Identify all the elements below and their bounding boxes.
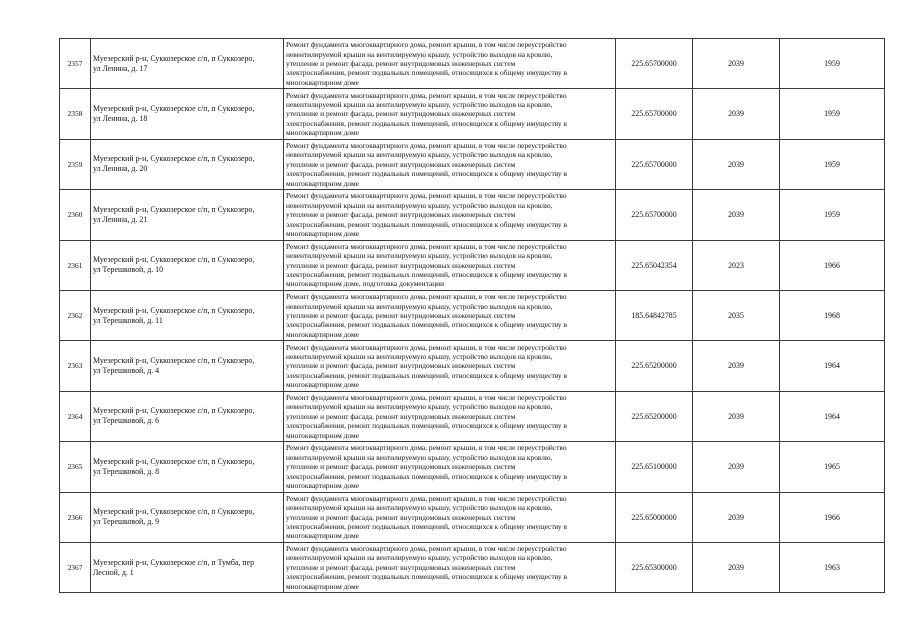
cost-cell: 225.65700000 — [616, 39, 693, 89]
address-text: Муезерский р-н, Суккозерское с/п, п Суккозеро, ул Ленина, д. 17 — [93, 53, 255, 73]
address-cell — [91, 341, 284, 391]
row-number: 2358 — [60, 89, 91, 139]
cost-cell: 225.65700000 — [616, 190, 693, 240]
row-number: 2363 — [60, 341, 91, 391]
works-cell — [284, 492, 616, 542]
works-text: Ремонт фундамента многоквартирного дома, ремонт крыши, в том числе переустройство невентилируемой крыши на вентилируемую крышу, устройство выходов на кровлю, утепление и ремонт фасада, ремонт внутридомовых инженерных систем электроснабжения, ремонт подвальных помещений, относящихся к общему имуществу в многоквартирном доме — [286, 342, 567, 390]
address-text: Муезерский р-н, Суккозерское с/п, п Суккозеро, ул Ленина, д. 18 — [93, 104, 255, 124]
address-text: Муезерский р-н, Суккозерское с/п, п Суккозеро, ул Терешковой, д. 6 — [93, 406, 255, 426]
table-row — [60, 190, 885, 240]
planned-year-cell: 2039 — [693, 442, 780, 492]
planned-year-cell: 2039 — [693, 341, 780, 391]
planned-year-cell: 2039 — [693, 139, 780, 189]
row-number: 2357 — [60, 39, 91, 89]
cost-cell: 225.65100000 — [616, 442, 693, 492]
cost-cell: 225.65700000 — [616, 139, 693, 189]
address-text: Муезерский р-н, Суккозерское с/п, п Суккозеро, ул Ленина, д. 20 — [93, 154, 255, 174]
table-row — [60, 442, 885, 492]
table-row — [60, 492, 885, 542]
built-year-cell: 1959 — [780, 139, 885, 189]
row-number: 2362 — [60, 290, 91, 340]
built-year-cell: 1966 — [780, 240, 885, 290]
address-text: Муезерский р-н, Суккозерское с/п, п Суккозеро, ул Терешковой, д. 4 — [93, 356, 255, 376]
address-cell — [91, 391, 284, 441]
works-text: Ремонт фундамента многоквартирного дома, ремонт крыши, в том числе переустройство невентилируемой крыши на вентилируемую крышу, устройство выходов на кровлю, утепление и ремонт фасада, ремонт внутридомовых инженерных систем электроснабжения, ремонт подвальных помещений, относящихся к общему имуществу в многоквартирном доме — [286, 40, 567, 87]
cost-cell: 225.65200000 — [616, 341, 693, 391]
planned-year-cell: 2035 — [693, 290, 780, 340]
table-row — [60, 341, 885, 391]
row-number: 2366 — [60, 492, 91, 542]
planned-year-cell: 2039 — [693, 492, 780, 542]
cost-cell: 225.65700000 — [616, 89, 693, 139]
table-row — [60, 240, 885, 290]
row-number: 2365 — [60, 442, 91, 492]
address-cell — [91, 139, 284, 189]
table-row — [60, 139, 885, 189]
works-cell — [284, 442, 616, 492]
works-text: Ремонт фундамента многоквартирного дома, ремонт крыши, в том числе переустройство невентилируемой крыши на вентилируемую крышу, устройство выходов на кровлю, утепление и ремонт фасада, ремонт внутридомовых инженерных систем электроснабжения, ремонт подвальных помещений, относящихся к общему имуществу в многоквартирном доме — [286, 140, 567, 188]
address-text: Муезерский р-н, Суккозерское с/п, п Тумба, пер Лесной, д. 1 — [93, 557, 255, 577]
planned-year-cell: 2039 — [693, 89, 780, 139]
works-text: Ремонт фундамента многоквартирного дома, ремонт крыши, в том числе переустройство невентилируемой крыши на вентилируемую крышу, устройство выходов на кровлю, утепление и ремонт фасада, ремонт внутридомовых инженерных систем электроснабжения, ремонт подвальных помещений, относящихся к общему имуществу в многоквартирном доме — [286, 392, 567, 440]
address-text: Муезерский р-н, Суккозерское с/п, п Суккозеро, ул Терешковой, д. 8 — [93, 456, 255, 476]
built-year-cell: 1959 — [780, 89, 885, 139]
address-cell — [91, 190, 284, 240]
row-number: 2359 — [60, 139, 91, 189]
built-year-cell: 1965 — [780, 442, 885, 492]
built-year-cell: 1964 — [780, 391, 885, 441]
table-row — [60, 89, 885, 139]
works-cell — [284, 89, 616, 139]
address-cell — [91, 39, 284, 89]
address-text: Муезерский р-н, Суккозерское с/п, п Суккозеро, ул Терешковой, д. 10 — [93, 255, 255, 275]
address-cell — [91, 240, 284, 290]
address-text: Муезерский р-н, Суккозерское с/п, п Суккозеро, ул Ленина, д. 21 — [93, 204, 255, 224]
row-number: 2360 — [60, 190, 91, 240]
works-cell — [284, 542, 616, 592]
table-row — [60, 542, 885, 592]
planned-year-cell: 2039 — [693, 190, 780, 240]
table-body — [60, 39, 885, 593]
works-text: Ремонт фундамента многоквартирного дома, ремонт крыши, в том числе переустройство невентилируемой крыши на вентилируемую крышу, устройство выходов на кровлю, утепление и ремонт фасада, ремонт внутридомовых инженерных систем электроснабжения, ремонт подвальных помещений, относящихся к общему имуществу в многоквартирном доме — [286, 292, 567, 339]
planned-year-cell: 2039 — [693, 542, 780, 592]
works-text: Ремонт фундамента многоквартирного дома, ремонт крыши, в том числе переустройство невентилируемой крыши на вентилируемую крышу, устройство выходов на кровлю, утепление и ремонт фасада, ремонт внутридомовых инженерных систем электроснабжения, ремонт подвальных помещений, относящихся к общему имуществу в многоквартирном доме — [286, 191, 567, 238]
built-year-cell: 1963 — [780, 542, 885, 592]
address-cell — [91, 89, 284, 139]
works-text: Ремонт фундамента многоквартирного дома, ремонт крыши, в том числе переустройство невентилируемой крыши на вентилируемую крышу, устройство выходов на кровлю, утепление и ремонт фасада, ремонт внутридомовых инженерных систем электроснабжения, ремонт подвальных помещений, относящихся к общему имуществу в многоквартирном доме, подготовка документации — [286, 241, 567, 289]
row-number: 2361 — [60, 240, 91, 290]
cost-cell: 185.64842785 — [616, 290, 693, 340]
cost-cell: 225.65300000 — [616, 542, 693, 592]
planned-year-cell: 2039 — [693, 39, 780, 89]
table-row — [60, 39, 885, 89]
address-cell — [91, 492, 284, 542]
works-text: Ремонт фундамента многоквартирного дома, ремонт крыши, в том числе переустройство невентилируемой крыши на вентилируемую крышу, устройство выходов на кровлю, утепление и ремонт фасада, ремонт внутридомовых инженерных систем электроснабжения, ремонт подвальных помещений, относящихся к общему имуществу в многоквартирном доме — [286, 544, 567, 591]
planned-year-cell: 2039 — [693, 391, 780, 441]
works-text: Ремонт фундамента многоквартирного дома, ремонт крыши, в том числе переустройство невентилируемой крыши на вентилируемую крышу, устройство выходов на кровлю, утепление и ремонт фасада, ремонт внутридомовых инженерных систем электроснабжения, ремонт подвальных помещений, относящихся к общему имуществу в многоквартирном доме — [286, 90, 567, 138]
cost-cell: 225.65042354 — [616, 240, 693, 290]
works-cell — [284, 240, 616, 290]
planned-year-cell: 2023 — [693, 240, 780, 290]
built-year-cell: 1968 — [780, 290, 885, 340]
cost-cell: 225.65200000 — [616, 391, 693, 441]
address-cell — [91, 442, 284, 492]
table-row — [60, 290, 885, 340]
works-cell — [284, 391, 616, 441]
works-text: Ремонт фундамента многоквартирного дома, ремонт крыши, в том числе переустройство невентилируемой крыши на вентилируемую крышу, устройство выходов на кровлю, утепление и ремонт фасада, ремонт внутридомовых инженерных систем электроснабжения, ремонт подвальных помещений, относящихся к общему имуществу в многоквартирном доме — [286, 493, 567, 541]
table-row — [60, 391, 885, 441]
works-text: Ремонт фундамента многоквартирного дома, ремонт крыши, в том числе переустройство невентилируемой крыши на вентилируемую крышу, устройство выходов на кровлю, утепление и ремонт фасада, ремонт внутридомовых инженерных систем электроснабжения, ремонт подвальных помещений, относящихся к общему имуществу в многоквартирном доме — [286, 443, 567, 490]
repair-schedule-table — [59, 38, 885, 593]
cost-cell: 225.65000000 — [616, 492, 693, 542]
works-cell — [284, 290, 616, 340]
row-number: 2367 — [60, 542, 91, 592]
row-number: 2364 — [60, 391, 91, 441]
works-cell — [284, 190, 616, 240]
address-cell — [91, 542, 284, 592]
built-year-cell: 1959 — [780, 39, 885, 89]
built-year-cell: 1966 — [780, 492, 885, 542]
address-text: Муезерский р-н, Суккозерское с/п, п Суккозеро, ул Терешковой, д. 9 — [93, 507, 255, 527]
address-text: Муезерский р-н, Суккозерское с/п, п Суккозеро, ул Терешковой, д. 11 — [93, 305, 255, 325]
built-year-cell: 1959 — [780, 190, 885, 240]
works-cell — [284, 139, 616, 189]
built-year-cell: 1964 — [780, 341, 885, 391]
works-cell — [284, 39, 616, 89]
address-cell — [91, 290, 284, 340]
works-cell — [284, 341, 616, 391]
